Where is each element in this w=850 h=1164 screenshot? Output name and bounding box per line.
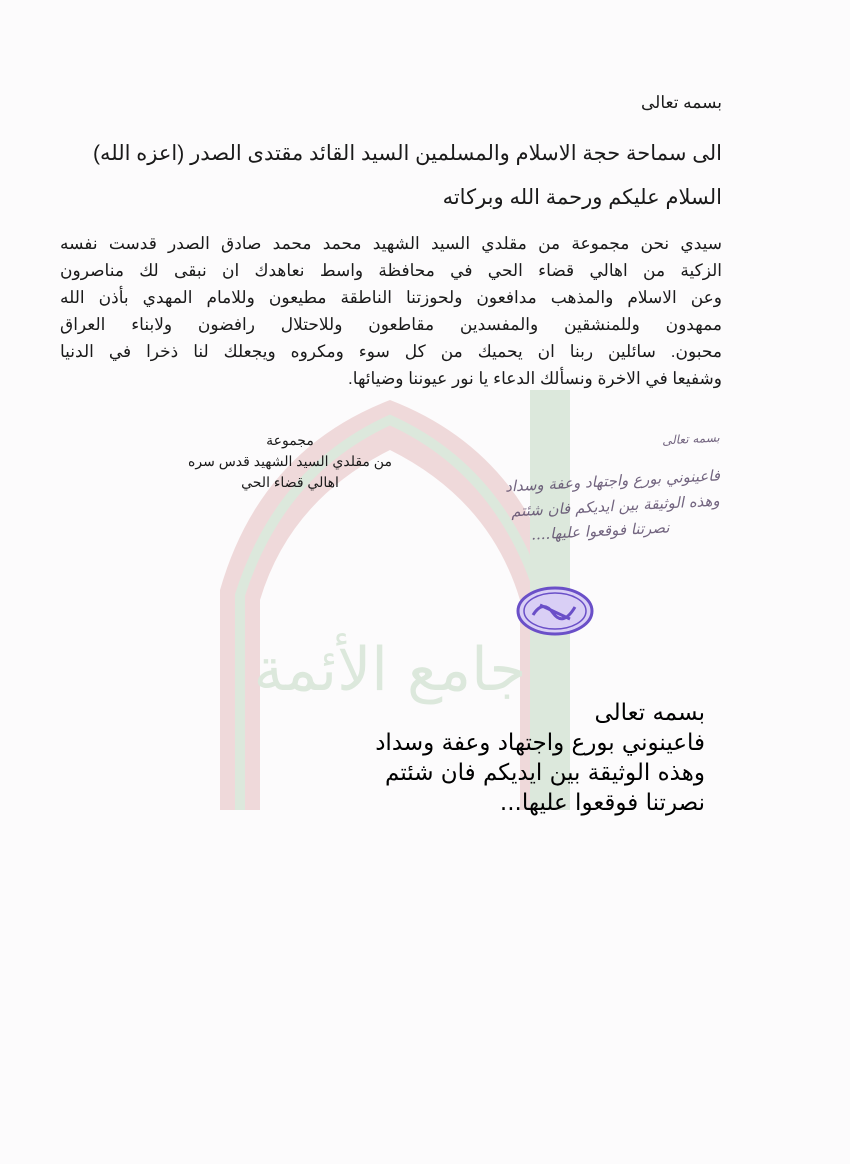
body-line: ممهدون وللمنشقين والمفسدين مقاطعون وللاحتلال رافضون ولابناء العراق (60, 315, 722, 334)
body-line: الزكية من اهالي قضاء الحي في محافظة واسط نعاهدك ان نبقى لك مناصرون (60, 261, 722, 280)
body-line: سيدي نحن مجموعة من مقلدي السيد الشهيد محمد محمد صادق الصدر قدست نفسه (60, 234, 722, 253)
signature-line: من مقلدي السيد الشهيد قدس سره (188, 453, 392, 469)
body-line: وعن الاسلام والمذهب مدافعون ولحوزتنا الناطقة مطيعون وللامام المهدي بأذن الله (60, 288, 722, 307)
transcription-line: وهذه الوثيقة بين ايديكم فان شئتم (385, 760, 705, 786)
handwritten-line: فاعينوني بورع واجتهاد وعفة وسداد (504, 466, 721, 496)
transcription-line: بسمه تعالى (594, 700, 705, 726)
signature-line: مجموعة (266, 432, 314, 448)
letter-greeting: السلام عليكم ورحمة الله وبركاته (442, 186, 722, 209)
handwritten-line: بسمه تعالى (661, 430, 721, 448)
body-line: محبون. سائلين ربنا ان يحميك من كل سوء ومكروه ويجعلك لنا ذخرا في الدنيا (60, 342, 722, 361)
transcription-line: نصرتنا فوقعوا عليها... (499, 790, 705, 816)
letter-addressee: الى سماحة حجة الاسلام والمسلمين السيد القائد مقتدى الصدر (اعزه الله) (93, 142, 722, 165)
handwritten-line: وهذه الوثيقة بين ايديكم فان شئتم (510, 491, 721, 521)
signature-line: اهالي قضاء الحي (241, 474, 339, 490)
seal-stamp (515, 585, 595, 637)
letter-opening: بسمه تعالى (640, 93, 722, 112)
body-line: وشفيعا في الاخرة ونسألك الدعاء يا نور عيوننا وضيائها. (348, 369, 722, 388)
svg-text:جامع الأئمة: جامع الأئمة (253, 635, 527, 705)
transcription-line: فاعينوني بورع واجتهاد وعفة وسداد (375, 730, 705, 756)
handwritten-line: نصرتنا فوقعوا عليها.... (531, 518, 671, 544)
